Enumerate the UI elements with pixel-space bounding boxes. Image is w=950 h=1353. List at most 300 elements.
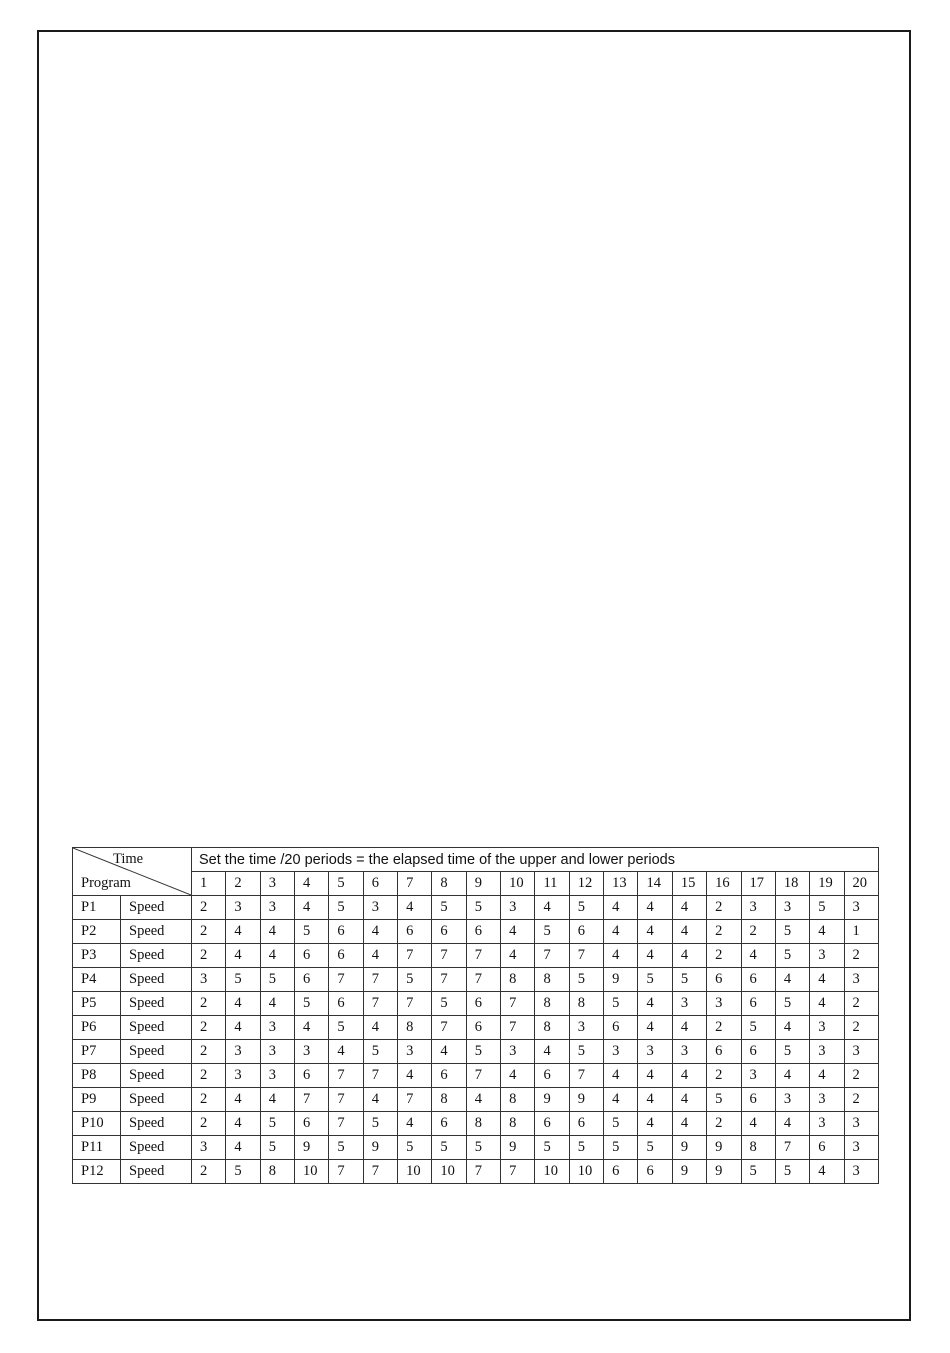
speed-value-cell: 4: [810, 920, 844, 944]
speed-value-cell: 3: [260, 1064, 294, 1088]
speed-value-cell: 2: [844, 1064, 878, 1088]
speed-value-cell: 10: [569, 1160, 603, 1184]
speed-value-cell: 6: [295, 944, 329, 968]
speed-value-cell: 2: [192, 1088, 226, 1112]
row-label-cell: Speed: [121, 968, 192, 992]
speed-value-cell: 4: [672, 1016, 706, 1040]
speed-value-cell: 6: [569, 920, 603, 944]
speed-value-cell: 5: [295, 992, 329, 1016]
speed-value-cell: 6: [604, 1160, 638, 1184]
speed-value-cell: 4: [775, 968, 809, 992]
speed-value-cell: 4: [741, 1112, 775, 1136]
period-number-cell: 12: [569, 872, 603, 896]
speed-value-cell: 6: [741, 1088, 775, 1112]
speed-value-cell: 6: [535, 1064, 569, 1088]
speed-value-cell: 9: [707, 1136, 741, 1160]
program-cell: P7: [73, 1040, 121, 1064]
speed-value-cell: 1: [844, 920, 878, 944]
speed-value-cell: 3: [638, 1040, 672, 1064]
program-cell: P2: [73, 920, 121, 944]
speed-value-cell: 6: [810, 1136, 844, 1160]
table-row: [73, 992, 879, 1016]
row-label-cell: Speed: [121, 1040, 192, 1064]
speed-value-cell: 3: [844, 896, 878, 920]
speed-value-cell: 6: [741, 992, 775, 1016]
speed-value-cell: 7: [329, 1112, 363, 1136]
speed-value-cell: 2: [707, 1112, 741, 1136]
program-cell: P1: [73, 896, 121, 920]
speed-value-cell: 3: [672, 1040, 706, 1064]
speed-value-cell: 7: [363, 1160, 397, 1184]
speed-value-cell: 4: [810, 992, 844, 1016]
speed-value-cell: 2: [844, 944, 878, 968]
speed-value-cell: 6: [432, 1112, 466, 1136]
period-number-cell: 1: [192, 872, 226, 896]
header-row-periods: [73, 872, 879, 896]
speed-value-cell: 4: [638, 896, 672, 920]
speed-value-cell: 4: [775, 1016, 809, 1040]
speed-value-cell: 8: [569, 992, 603, 1016]
speed-value-cell: 5: [535, 920, 569, 944]
speed-value-cell: 6: [295, 1112, 329, 1136]
speed-value-cell: 2: [192, 1064, 226, 1088]
speed-value-cell: 5: [810, 896, 844, 920]
row-label-cell: Speed: [121, 1016, 192, 1040]
speed-value-cell: 2: [192, 992, 226, 1016]
speed-value-cell: 5: [260, 1136, 294, 1160]
speed-value-cell: 10: [535, 1160, 569, 1184]
speed-value-cell: 2: [844, 992, 878, 1016]
speed-value-cell: 6: [432, 920, 466, 944]
speed-value-cell: 2: [844, 1016, 878, 1040]
speed-value-cell: 6: [329, 944, 363, 968]
speed-value-cell: 3: [672, 992, 706, 1016]
speed-value-cell: 4: [535, 896, 569, 920]
speed-value-cell: 3: [569, 1016, 603, 1040]
speed-value-cell: 6: [741, 1040, 775, 1064]
table-row: [73, 1160, 879, 1184]
speed-value-cell: 3: [260, 1016, 294, 1040]
period-number-cell: 8: [432, 872, 466, 896]
speed-value-cell: 3: [260, 896, 294, 920]
speed-value-cell: 9: [569, 1088, 603, 1112]
row-label-cell: Speed: [121, 1064, 192, 1088]
speed-value-cell: 5: [329, 1136, 363, 1160]
speed-value-cell: 4: [741, 944, 775, 968]
speed-value-cell: 9: [672, 1160, 706, 1184]
speed-value-cell: 5: [569, 896, 603, 920]
speed-value-cell: 4: [363, 1016, 397, 1040]
speed-value-cell: 5: [741, 1016, 775, 1040]
speed-value-cell: 3: [501, 896, 535, 920]
speed-value-cell: 3: [775, 896, 809, 920]
speed-value-cell: 5: [535, 1136, 569, 1160]
speed-value-cell: 4: [226, 920, 260, 944]
speed-value-cell: 3: [192, 968, 226, 992]
speed-value-cell: 4: [604, 1064, 638, 1088]
corner-program-label: Program: [81, 875, 131, 891]
program-cell: P5: [73, 992, 121, 1016]
speed-value-cell: 4: [604, 944, 638, 968]
row-label-cell: Speed: [121, 1136, 192, 1160]
speed-value-cell: 8: [432, 1088, 466, 1112]
speed-value-cell: 6: [638, 1160, 672, 1184]
speed-value-cell: 5: [775, 1160, 809, 1184]
speed-value-cell: 5: [638, 1136, 672, 1160]
speed-value-cell: 4: [672, 944, 706, 968]
speed-value-cell: 6: [707, 968, 741, 992]
speed-value-cell: 3: [844, 1136, 878, 1160]
speed-value-cell: 5: [775, 1040, 809, 1064]
row-label-cell: Speed: [121, 944, 192, 968]
speed-value-cell: 3: [398, 1040, 432, 1064]
speed-value-cell: 2: [192, 1160, 226, 1184]
speed-value-cell: 5: [604, 992, 638, 1016]
speed-value-cell: 4: [775, 1112, 809, 1136]
period-number-cell: 6: [363, 872, 397, 896]
speed-value-cell: 2: [192, 1040, 226, 1064]
speed-value-cell: 5: [775, 920, 809, 944]
speed-value-cell: 5: [363, 1040, 397, 1064]
speed-value-cell: 6: [398, 920, 432, 944]
program-cell: P4: [73, 968, 121, 992]
speed-value-cell: 3: [741, 1064, 775, 1088]
period-number-cell: 10: [501, 872, 535, 896]
speed-value-cell: 4: [604, 920, 638, 944]
table-row: [73, 920, 879, 944]
program-cell: P3: [73, 944, 121, 968]
speed-value-cell: 6: [329, 992, 363, 1016]
speed-value-cell: 10: [398, 1160, 432, 1184]
speed-value-cell: 2: [707, 944, 741, 968]
speed-value-cell: 3: [844, 1112, 878, 1136]
speed-value-cell: 7: [295, 1088, 329, 1112]
speed-value-cell: 8: [260, 1160, 294, 1184]
speed-value-cell: 9: [707, 1160, 741, 1184]
speed-value-cell: 7: [775, 1136, 809, 1160]
speed-value-cell: 8: [535, 968, 569, 992]
speed-value-cell: 8: [741, 1136, 775, 1160]
speed-value-cell: 7: [501, 992, 535, 1016]
speed-value-cell: 5: [741, 1160, 775, 1184]
corner-time-label: Time: [113, 851, 144, 867]
speed-value-cell: 3: [844, 1040, 878, 1064]
speed-value-cell: 4: [638, 1112, 672, 1136]
speed-value-cell: 4: [226, 1088, 260, 1112]
speed-value-cell: 10: [432, 1160, 466, 1184]
speed-value-cell: 4: [810, 968, 844, 992]
period-number-cell: 18: [775, 872, 809, 896]
speed-value-cell: 7: [466, 968, 500, 992]
speed-value-cell: 4: [672, 896, 706, 920]
table-row: [73, 896, 879, 920]
speed-value-cell: 9: [604, 968, 638, 992]
table-row: [73, 1016, 879, 1040]
speed-value-cell: 3: [810, 1112, 844, 1136]
period-number-cell: 11: [535, 872, 569, 896]
speed-value-cell: 2: [192, 920, 226, 944]
table-row: [73, 944, 879, 968]
speed-value-cell: 4: [226, 1136, 260, 1160]
period-number-cell: 15: [672, 872, 706, 896]
speed-value-cell: 4: [638, 1064, 672, 1088]
speed-value-cell: 4: [501, 944, 535, 968]
speed-value-cell: 4: [226, 1112, 260, 1136]
speed-value-cell: 5: [295, 920, 329, 944]
speed-value-cell: 3: [295, 1040, 329, 1064]
speed-value-cell: 5: [707, 1088, 741, 1112]
speed-value-cell: 6: [569, 1112, 603, 1136]
program-cell: P11: [73, 1136, 121, 1160]
speed-value-cell: 5: [432, 992, 466, 1016]
speed-value-cell: 7: [329, 1088, 363, 1112]
speed-value-cell: 2: [707, 1064, 741, 1088]
speed-value-cell: 4: [466, 1088, 500, 1112]
speed-value-cell: 7: [432, 1016, 466, 1040]
speed-value-cell: 4: [535, 1040, 569, 1064]
speed-value-cell: 4: [638, 1016, 672, 1040]
speed-value-cell: 5: [260, 1112, 294, 1136]
speed-value-cell: 10: [295, 1160, 329, 1184]
speed-value-cell: 2: [707, 1016, 741, 1040]
speed-value-cell: 5: [226, 968, 260, 992]
speed-value-cell: 2: [192, 944, 226, 968]
speed-value-cell: 7: [398, 992, 432, 1016]
speed-value-cell: 3: [741, 896, 775, 920]
speed-value-cell: 2: [741, 920, 775, 944]
speed-value-cell: 4: [672, 1064, 706, 1088]
period-number-cell: 14: [638, 872, 672, 896]
speed-value-cell: 8: [466, 1112, 500, 1136]
speed-value-cell: 6: [707, 1040, 741, 1064]
row-label-cell: Speed: [121, 920, 192, 944]
speed-value-cell: 4: [638, 1088, 672, 1112]
speed-value-cell: 7: [363, 968, 397, 992]
speed-value-cell: 8: [501, 1112, 535, 1136]
speed-value-cell: 7: [501, 1016, 535, 1040]
speed-value-cell: 2: [192, 1112, 226, 1136]
speed-value-cell: 5: [329, 1016, 363, 1040]
speed-value-cell: 4: [398, 896, 432, 920]
period-number-cell: 20: [844, 872, 878, 896]
speed-value-cell: 5: [466, 1136, 500, 1160]
speed-value-cell: 4: [810, 1064, 844, 1088]
period-number-cell: 13: [604, 872, 638, 896]
speed-value-cell: 5: [672, 968, 706, 992]
speed-value-cell: 5: [398, 1136, 432, 1160]
table-row: [73, 1112, 879, 1136]
speed-value-cell: 3: [501, 1040, 535, 1064]
speed-value-cell: 5: [466, 1040, 500, 1064]
period-number-cell: 3: [260, 872, 294, 896]
speed-value-cell: 7: [569, 1064, 603, 1088]
speed-value-cell: 4: [295, 1016, 329, 1040]
row-label-cell: Speed: [121, 1160, 192, 1184]
speed-value-cell: 6: [466, 992, 500, 1016]
speed-value-cell: 2: [192, 1016, 226, 1040]
speed-value-cell: 4: [672, 1088, 706, 1112]
speed-value-cell: 5: [638, 968, 672, 992]
speed-value-cell: 2: [707, 896, 741, 920]
speed-value-cell: 6: [295, 968, 329, 992]
speed-value-cell: 4: [638, 992, 672, 1016]
speed-value-cell: 5: [466, 896, 500, 920]
speed-value-cell: 5: [260, 968, 294, 992]
period-number-cell: 7: [398, 872, 432, 896]
speed-value-cell: 4: [638, 944, 672, 968]
speed-value-cell: 5: [226, 1160, 260, 1184]
speed-value-cell: 5: [775, 992, 809, 1016]
speed-value-cell: 4: [260, 992, 294, 1016]
speed-value-cell: 5: [569, 968, 603, 992]
speed-value-cell: 5: [398, 968, 432, 992]
speed-value-cell: 4: [398, 1064, 432, 1088]
speed-value-cell: 3: [844, 968, 878, 992]
speed-value-cell: 4: [604, 896, 638, 920]
speed-value-cell: 7: [329, 968, 363, 992]
speed-value-cell: 4: [329, 1040, 363, 1064]
speed-value-cell: 4: [638, 920, 672, 944]
speed-value-cell: 5: [604, 1112, 638, 1136]
program-cell: P6: [73, 1016, 121, 1040]
speed-value-cell: 9: [501, 1136, 535, 1160]
speed-value-cell: 9: [363, 1136, 397, 1160]
speed-value-cell: 4: [226, 944, 260, 968]
speed-value-cell: 2: [844, 1088, 878, 1112]
speed-value-cell: 5: [604, 1136, 638, 1160]
speed-value-cell: 7: [535, 944, 569, 968]
speed-value-cell: 7: [432, 944, 466, 968]
speed-value-cell: 4: [363, 1088, 397, 1112]
speed-value-cell: 3: [604, 1040, 638, 1064]
speed-value-cell: 3: [226, 896, 260, 920]
speed-value-cell: 7: [466, 1064, 500, 1088]
speed-value-cell: 9: [672, 1136, 706, 1160]
speed-value-cell: 4: [363, 920, 397, 944]
program-cell: P12: [73, 1160, 121, 1184]
speed-value-cell: 3: [260, 1040, 294, 1064]
speed-value-cell: 4: [672, 920, 706, 944]
speed-value-cell: 5: [432, 1136, 466, 1160]
period-number-cell: 5: [329, 872, 363, 896]
row-label-cell: Speed: [121, 1112, 192, 1136]
speed-value-cell: 8: [501, 968, 535, 992]
speed-value-cell: 4: [604, 1088, 638, 1112]
speed-value-cell: 5: [569, 1040, 603, 1064]
speed-value-cell: 4: [363, 944, 397, 968]
period-number-cell: 16: [707, 872, 741, 896]
speed-value-cell: 3: [707, 992, 741, 1016]
speed-value-cell: 7: [432, 968, 466, 992]
speed-value-cell: 6: [535, 1112, 569, 1136]
speed-value-cell: 5: [775, 944, 809, 968]
speed-value-cell: 4: [432, 1040, 466, 1064]
speed-value-cell: 7: [363, 992, 397, 1016]
speed-value-cell: 3: [810, 1088, 844, 1112]
speed-value-cell: 3: [363, 896, 397, 920]
speed-value-cell: 4: [398, 1112, 432, 1136]
corner-header-cell: [73, 848, 192, 896]
speed-value-cell: 7: [398, 1088, 432, 1112]
speed-value-cell: 6: [295, 1064, 329, 1088]
speed-value-cell: 7: [466, 944, 500, 968]
speed-value-cell: 6: [466, 920, 500, 944]
speed-value-cell: 4: [260, 944, 294, 968]
period-number-cell: 19: [810, 872, 844, 896]
speed-value-cell: 6: [604, 1016, 638, 1040]
table-row: [73, 968, 879, 992]
speed-value-cell: 5: [363, 1112, 397, 1136]
speed-value-cell: 3: [775, 1088, 809, 1112]
header-row-description: [73, 848, 879, 872]
speed-value-cell: 3: [226, 1040, 260, 1064]
speed-value-cell: 8: [535, 992, 569, 1016]
speed-value-cell: 2: [707, 920, 741, 944]
speed-value-cell: 4: [775, 1064, 809, 1088]
speed-value-cell: 3: [226, 1064, 260, 1088]
row-label-cell: Speed: [121, 1088, 192, 1112]
speed-value-cell: 7: [501, 1160, 535, 1184]
speed-value-cell: 4: [672, 1112, 706, 1136]
speed-value-cell: 8: [535, 1016, 569, 1040]
speed-value-cell: 7: [329, 1160, 363, 1184]
speed-value-cell: 4: [260, 1088, 294, 1112]
row-label-cell: Speed: [121, 896, 192, 920]
speed-value-cell: 6: [432, 1064, 466, 1088]
speed-value-cell: 5: [432, 896, 466, 920]
period-number-cell: 2: [226, 872, 260, 896]
speed-value-cell: 8: [501, 1088, 535, 1112]
speed-value-cell: 4: [226, 1016, 260, 1040]
period-number-cell: 17: [741, 872, 775, 896]
speed-value-cell: 4: [501, 1064, 535, 1088]
speed-value-cell: 8: [398, 1016, 432, 1040]
speed-value-cell: 9: [295, 1136, 329, 1160]
row-label-cell: Speed: [121, 992, 192, 1016]
speed-value-cell: 3: [192, 1136, 226, 1160]
speed-value-cell: 4: [295, 896, 329, 920]
speed-value-cell: 9: [535, 1088, 569, 1112]
speed-value-cell: 4: [226, 992, 260, 1016]
speed-value-cell: 5: [329, 896, 363, 920]
table-row: [73, 1136, 879, 1160]
table-row: [73, 1040, 879, 1064]
speed-value-cell: 7: [569, 944, 603, 968]
period-number-cell: 4: [295, 872, 329, 896]
speed-value-cell: 4: [260, 920, 294, 944]
speed-value-cell: 7: [466, 1160, 500, 1184]
speed-value-cell: 4: [810, 1160, 844, 1184]
speed-value-cell: 7: [398, 944, 432, 968]
period-number-cell: 9: [466, 872, 500, 896]
speed-value-cell: 5: [569, 1136, 603, 1160]
program-cell: P10: [73, 1112, 121, 1136]
speed-value-cell: 7: [329, 1064, 363, 1088]
table-row: [73, 1088, 879, 1112]
speed-value-cell: 3: [810, 944, 844, 968]
program-cell: P9: [73, 1088, 121, 1112]
speed-value-cell: 6: [329, 920, 363, 944]
program-cell: P8: [73, 1064, 121, 1088]
speed-value-cell: 2: [192, 896, 226, 920]
speed-value-cell: 3: [810, 1016, 844, 1040]
speed-value-cell: 7: [363, 1064, 397, 1088]
table-row: [73, 1064, 879, 1088]
program-speed-table: [72, 847, 879, 1184]
speed-value-cell: 6: [466, 1016, 500, 1040]
speed-value-cell: 3: [844, 1160, 878, 1184]
speed-value-cell: 3: [810, 1040, 844, 1064]
